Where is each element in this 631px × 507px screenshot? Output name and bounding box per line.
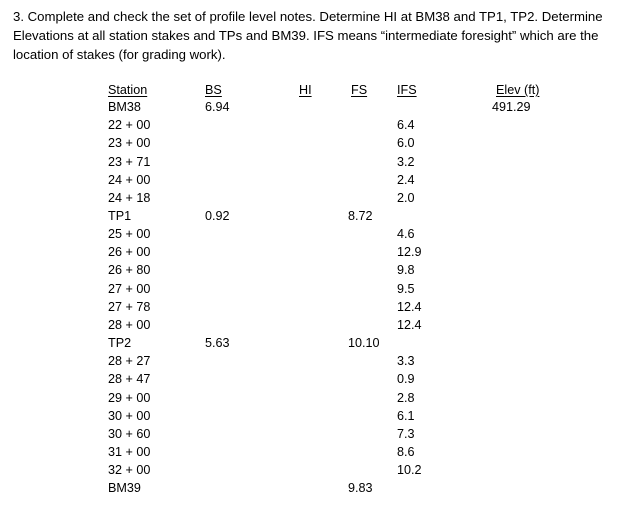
cell-ifs: 12.9 [397,245,422,260]
cell-station: TP2 [108,336,132,351]
cell-station: 27 + 78 [108,299,151,314]
cell-ifs: 2.0 [397,190,415,205]
cell-bs: 0.92 [205,209,230,223]
cell-fs: 10.10 [348,336,380,351]
cell-station: 30 + 60 [108,426,151,441]
cell-ifs: 2.8 [397,390,415,405]
cell-station: BM38 [108,100,141,114]
problem-line: Elevations at all station stakes and TPs and BM39. IFS means “intermediate foresight” which are the [13,28,599,43]
cell-ifs: 9.5 [397,281,415,296]
cell-elev: 491.29 [492,100,531,114]
cell-ifs: 10.2 [397,463,422,478]
cell-station: 32 + 00 [108,463,151,478]
cell-ifs: 2.4 [397,172,415,187]
cell-station: 27 + 00 [108,281,151,296]
cell-fs: 9.83 [348,481,373,496]
header-station: Station [108,83,148,97]
header-hi: HI [299,83,312,97]
cell-ifs: 6.4 [397,118,415,133]
cell-ifs: 6.1 [397,408,415,423]
cell-station: 31 + 00 [108,445,151,459]
cell-ifs: 4.6 [397,227,415,242]
header-ifs: IFS [397,83,417,97]
cell-ifs: 3.3 [397,354,415,369]
cell-station: 24 + 18 [108,190,151,205]
cell-station: 28 + 00 [108,317,151,332]
cell-station: 25 + 00 [108,227,151,242]
cell-ifs: 8.6 [397,445,415,459]
cell-station: 23 + 00 [108,136,151,151]
cell-ifs: 0.9 [397,372,415,387]
cell-station: 26 + 00 [108,245,151,260]
cell-bs: 6.94 [205,100,230,114]
cell-ifs: 6.0 [397,136,415,151]
cell-ifs: 12.4 [397,317,422,332]
cell-station: 22 + 00 [108,118,151,133]
header-fs: FS [351,83,368,97]
cell-fs: 8.72 [348,209,373,223]
cell-bs: 5.63 [205,336,230,351]
cell-ifs: 9.8 [397,263,415,278]
cell-ifs: 12.4 [397,299,422,314]
cell-station: TP1 [108,209,132,223]
cell-station: 23 + 71 [108,154,151,169]
problem-line: 3. Complete and check the set of profile level notes. Determine HI at BM38 and TP1, TP2. Determine [13,9,603,24]
cell-station: 24 + 00 [108,172,151,187]
problem-line: location of stakes (for grading work). [13,47,226,62]
cell-station: 29 + 00 [108,390,151,405]
cell-station: 28 + 27 [108,354,151,369]
cell-ifs: 7.3 [397,426,415,441]
cell-station: 26 + 80 [108,263,151,278]
cell-ifs: 3.2 [397,154,415,169]
header-bs: BS [205,83,222,97]
header-elev: Elev (ft) [496,83,540,97]
cell-station: 30 + 00 [108,408,151,423]
cell-station: 28 + 47 [108,372,151,387]
cell-station: BM39 [108,481,141,496]
